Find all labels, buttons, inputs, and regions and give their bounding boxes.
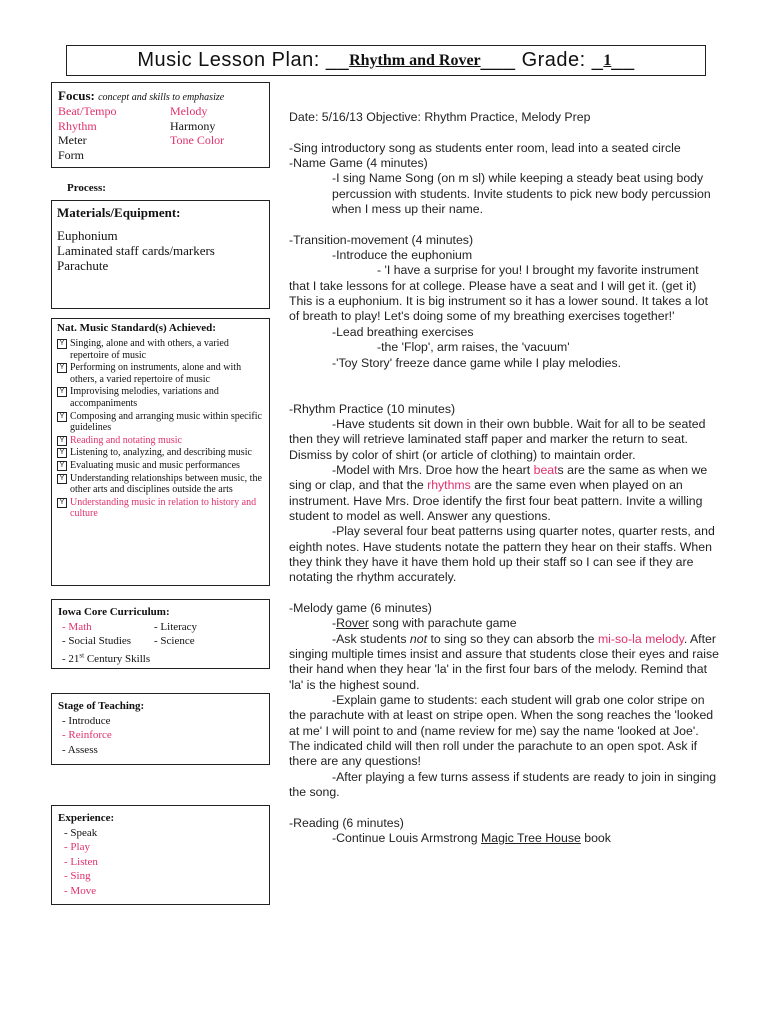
step-explain-game: [289, 693, 719, 770]
experience-title: Experience:: [58, 812, 115, 824]
focus-item: Rhythm: [58, 118, 97, 133]
experience-box: [51, 805, 270, 905]
date-objective-line: Date: 5/16/13 Objective: Rhythm Practice, Melody Prep: [289, 110, 591, 124]
ask-mi-so-la: mi-so-la melody: [597, 631, 684, 646]
standard-checkbox[interactable]: Y: [57, 436, 67, 446]
step-transition: -Transition-movement (4 minutes): [289, 232, 474, 247]
ask-text-e: . After singing multiple times insist and assure that students close their eyes and raise their hand when they hear 'la' in the first four bars of the melody. Remind that 'la' is the highest sound.: [289, 631, 719, 692]
standard-item: [57, 362, 264, 385]
title-suffix: __: [611, 49, 635, 71]
iowa-row-3: [58, 648, 263, 666]
step-rhythm-practice: -Rhythm Practice (10 minutes): [289, 401, 456, 416]
step-breathing-list: -the 'Flop', arm raises, the 'vacuum': [377, 340, 570, 355]
focus-item: Melody: [170, 104, 208, 118]
book-title: Magic Tree House: [481, 831, 581, 846]
iowa-row-2: [58, 634, 263, 648]
focus-item: Meter: [58, 133, 87, 147]
stage-item: - Introduce: [62, 714, 111, 727]
ask-not: not: [409, 631, 428, 646]
standard-item: [57, 473, 264, 496]
standard-item: [57, 447, 264, 458]
step-four-beat: [289, 524, 719, 585]
focus-item: Harmony: [170, 118, 216, 133]
iowa-math: - Math: [62, 621, 92, 633]
surprise-quote-text: - 'I have a surprise for you! I brought my favorite instrument that I take lessons for at college. Please have a seat and I will get it. (get it) This is a euphonium. It is big instrument so it has a lower sound. It takes a lot of breath to play! Let's doing some of my breathing exercises together!': [289, 263, 708, 324]
standard-checkbox[interactable]: Y: [57, 474, 67, 484]
stage-title: Stage of Teaching:: [58, 700, 145, 712]
standard-item: [57, 338, 264, 361]
iowa-century-skills: - 21st Century Skills: [62, 651, 151, 665]
step-breathing: -Lead breathing exercises: [332, 324, 474, 339]
book-text-c: book: [580, 831, 611, 846]
ask-text-c: to sing so they can absorb the: [427, 631, 598, 646]
focus-sublabel: concept and skills to emphasize: [98, 92, 225, 103]
focus-box: [51, 82, 270, 168]
lesson-body: [289, 110, 719, 847]
standard-checkbox[interactable]: Y: [57, 461, 67, 471]
model-rhythms: rhythms: [427, 478, 471, 493]
standard-text: Understanding relationships between music, the other arts and disciplines outside the arts: [70, 473, 262, 496]
process-label: Process:: [67, 182, 106, 194]
standard-checkbox[interactable]: Y: [57, 387, 67, 397]
materials-box: [51, 200, 270, 309]
standard-text: Composing and arranging music within specific guidelines: [70, 410, 262, 433]
experience-item: - Move: [64, 884, 97, 897]
standard-item: [57, 411, 264, 434]
iowa-title: Iowa Core Curriculum:: [58, 606, 170, 618]
explain-text: -Explain game to students: each student will grab one color stripe on the parachute with at least on stripe open. When the song reaches the 'looked at me' I will point to and (name review for me) say the name 'looked at Joe'. The indicated child will then roll under the parachute to an open spot. Ask if there are any questions!: [289, 693, 714, 769]
step-assess: [289, 770, 719, 801]
standard-text: Improvising melodies, variations and accompaniments: [70, 386, 219, 409]
standard-checkbox[interactable]: Y: [57, 363, 67, 373]
sit-down-text: -Have students sit down in their own bubble. Wait for all to be seated then they will retrieve laminated staff paper and marker the return to seat. Dismiss by color of shirt (or article of clothing) to maintain order.: [289, 416, 706, 462]
model-text-e: are the same even when played on an instrument. Have Mrs. Droe identify the first four beat pattern. Invite a willing student to model as well. Answer any questions.: [289, 478, 703, 523]
assess-text: -After playing a few turns assess if students are ready to join in singing the song.: [289, 769, 717, 800]
material-item: Parachute: [57, 258, 109, 273]
step-reading: -Reading (6 minutes): [289, 815, 404, 830]
lesson-plan-title: [66, 45, 706, 76]
iowa-row-1: [58, 620, 263, 634]
step-name-game: -Name Game (4 minutes): [289, 156, 428, 171]
iowa-social-studies: - Social Studies: [62, 635, 132, 647]
experience-list: [58, 826, 263, 899]
focus-list: [58, 104, 263, 162]
step-name-song: -I sing Name Song (on m sl) while keeping a steady beat using body percussion with students. Invite students to pick new body percussion when I mess up their name.: [332, 171, 711, 217]
experience-item: - Listen: [64, 855, 98, 868]
rover-dash: -: [332, 616, 337, 631]
step-rover: [289, 616, 719, 631]
stage-item: - Reinforce: [62, 729, 112, 741]
ask-text-a: -Ask students: [332, 631, 410, 646]
model-beat: beat: [533, 462, 558, 477]
material-item: Laminated staff cards/markers: [57, 243, 215, 258]
standards-list: [57, 338, 264, 519]
step-continue-book: [289, 831, 719, 846]
stage-item: - Assess: [62, 743, 98, 756]
stage-of-teaching-box: [51, 693, 270, 765]
four-beat-text: -Play several four beat patterns using quarter notes, quarter rests, and eighth notes. Have students notate the pattern they hear on their staffs. When they think they have it have them hold up their staff so I can see if they are notating the rhythm accurately.: [289, 524, 715, 585]
stage-list: [58, 714, 263, 758]
standard-checkbox[interactable]: Y: [57, 339, 67, 349]
model-text-c: s are the same as when we sing or clap, and that the: [289, 462, 708, 493]
standard-item: [57, 386, 264, 409]
standard-checkbox[interactable]: Y: [57, 448, 67, 458]
standard-text: Listening to, analyzing, and describing music: [70, 447, 252, 459]
experience-item: - Sing: [64, 870, 91, 882]
focus-item: Beat/Tempo: [58, 104, 117, 118]
model-text-a: -Model with Mrs. Droe how the heart: [332, 462, 534, 477]
title-middle: ___ Grade: _: [480, 49, 604, 71]
standard-text: Singing, alone and with others, a varied repertoire of music: [70, 338, 229, 361]
focus-header: Focus: concept and skills to emphasize: [58, 88, 225, 103]
iowa-science: - Science: [154, 635, 195, 647]
grade-value: 1: [603, 51, 612, 69]
focus-label: Focus: [58, 88, 91, 103]
step-freeze-dance: -'Toy Story' freeze dance game while I play melodies.: [332, 355, 622, 370]
standard-checkbox[interactable]: Y: [57, 412, 67, 422]
standard-text: Performing on instruments, alone and with others, a varied repertoire of music: [70, 362, 242, 385]
step-surprise-quote: [289, 263, 719, 324]
rover-title: Rover: [336, 616, 369, 631]
focus-item: [170, 148, 263, 163]
standard-text: Reading and notating music: [70, 434, 182, 446]
iowa-core-box: [51, 599, 270, 669]
title-prefix: Music Lesson Plan: __: [137, 49, 350, 71]
material-item: Euphonium: [57, 228, 118, 243]
focus-item: Form: [58, 147, 85, 162]
standard-text: Evaluating music and music performances: [70, 460, 240, 472]
experience-item: - Speak: [64, 826, 98, 839]
step-melody-game: -Melody game (6 minutes): [289, 601, 432, 615]
materials-title: Materials/Equipment:: [57, 205, 181, 220]
step-model: [289, 463, 719, 524]
standard-text: Understanding music in relation to history and culture: [70, 497, 257, 520]
step-sit-down: [289, 417, 719, 463]
focus-item: Tone Color: [170, 133, 225, 147]
step-intro-song: -Sing introductory song as students enter room, lead into a seated circle: [289, 140, 681, 155]
step-ask-students: [289, 632, 719, 693]
lesson-title: Rhythm and Rover: [349, 51, 481, 69]
standard-item: [57, 435, 264, 446]
standard-item: [57, 497, 264, 520]
book-text-a: -Continue Louis Armstrong: [332, 831, 482, 846]
standard-checkbox[interactable]: Y: [57, 498, 67, 508]
standard-item: [57, 460, 264, 471]
standards-title: Nat. Music Standard(s) Achieved:: [57, 322, 216, 334]
materials-list: [57, 228, 264, 273]
iowa-literacy: - Literacy: [154, 621, 198, 633]
standards-box: [51, 318, 270, 586]
rover-text: song with parachute game: [368, 616, 517, 631]
step-introduce-euphonium: -Introduce the euphonium: [332, 248, 473, 263]
experience-item: - Play: [64, 841, 90, 853]
